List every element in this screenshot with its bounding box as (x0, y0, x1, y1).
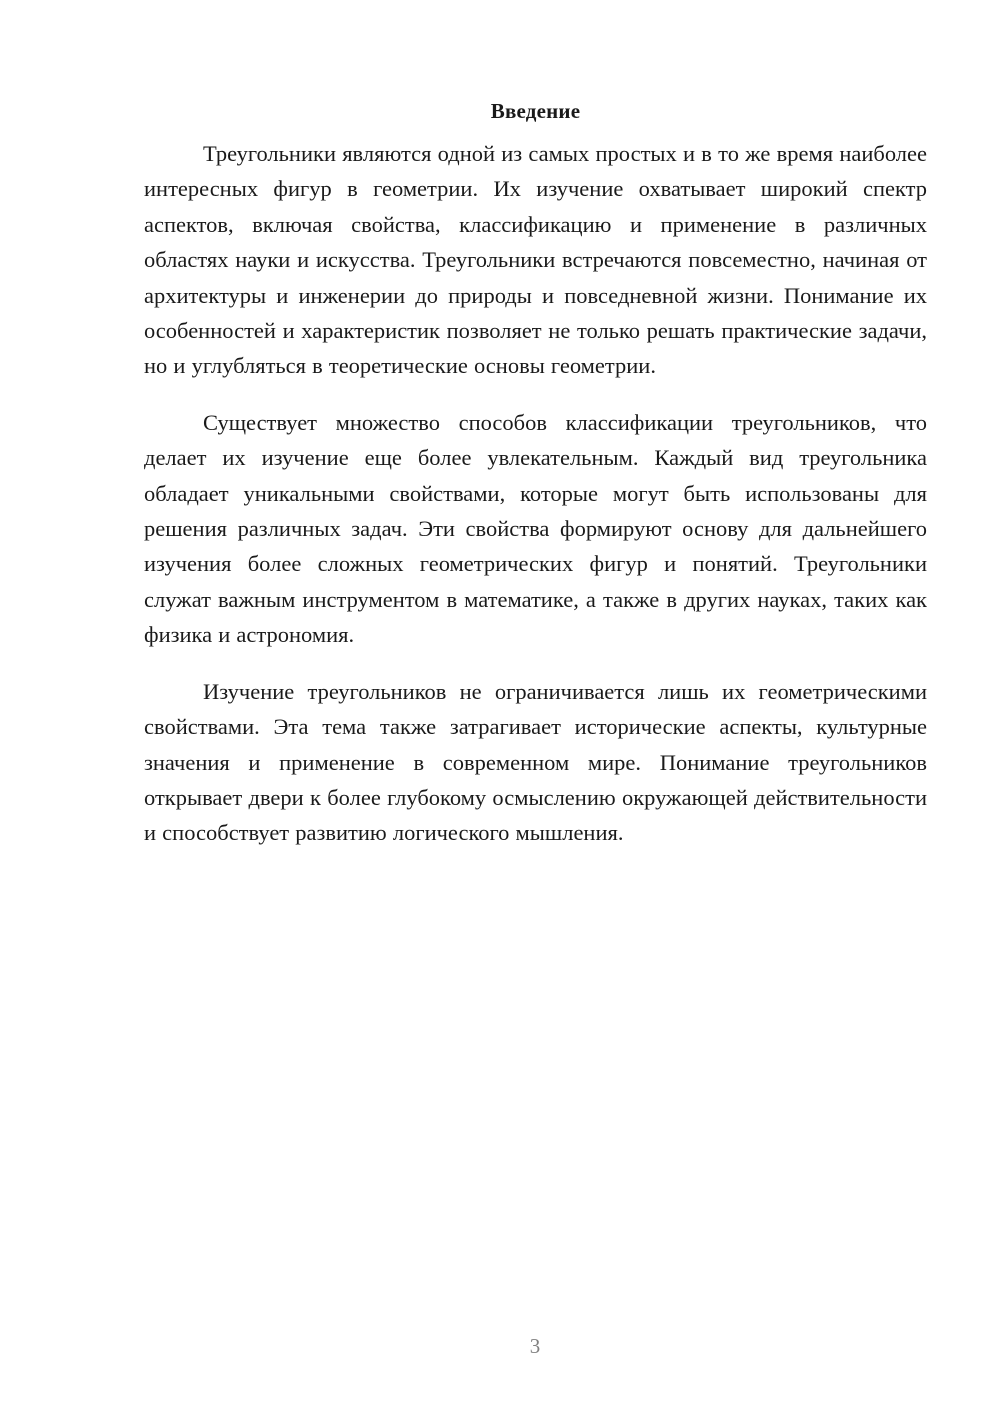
page-number: 3 (529, 1334, 541, 1358)
document-page (144, 96, 927, 872)
paragraph-3: Изучение треугольников не ограничивается лишь их геометрическими свойствами. Эта тема также затрагивает исторические аспекты, культурные значения и применение в современном мире. Понимание треугольников открывает двери к более глубокому осмыслению окружающей действительности и способствует развитию логического мышления. (144, 678, 927, 846)
section-title: Введение (490, 99, 581, 123)
paragraph-1: Треугольники являются одной из самых простых и в то же время наиболее интересных фигур в геометрии. Их изучение охватывает широкий спектр аспектов, включая свойства, классификацию и применение в различных областях науки и искусства. Треугольники встречаются повсеместно, начиная от архитектуры и инженерии до природы и повседневной жизни. Понимание их особенностей и характеристик позволяет не только решать практические задачи, но и углубляться в теоретические основы геометрии. (144, 141, 927, 379)
paragraph-2: Существует множество способов классификации треугольников, что делает их изучение еще более увлекательным. Каждый вид треугольника обладает уникальными свойствами, которые могут быть использованы для решения различных задач. Эти свойства формируют основу для дальнейшего изучения более сложных геометрических фигур и понятий. Треугольники служат важным инструментом в математике, а также в других науках, таких как физика и астрономия. (144, 409, 927, 648)
